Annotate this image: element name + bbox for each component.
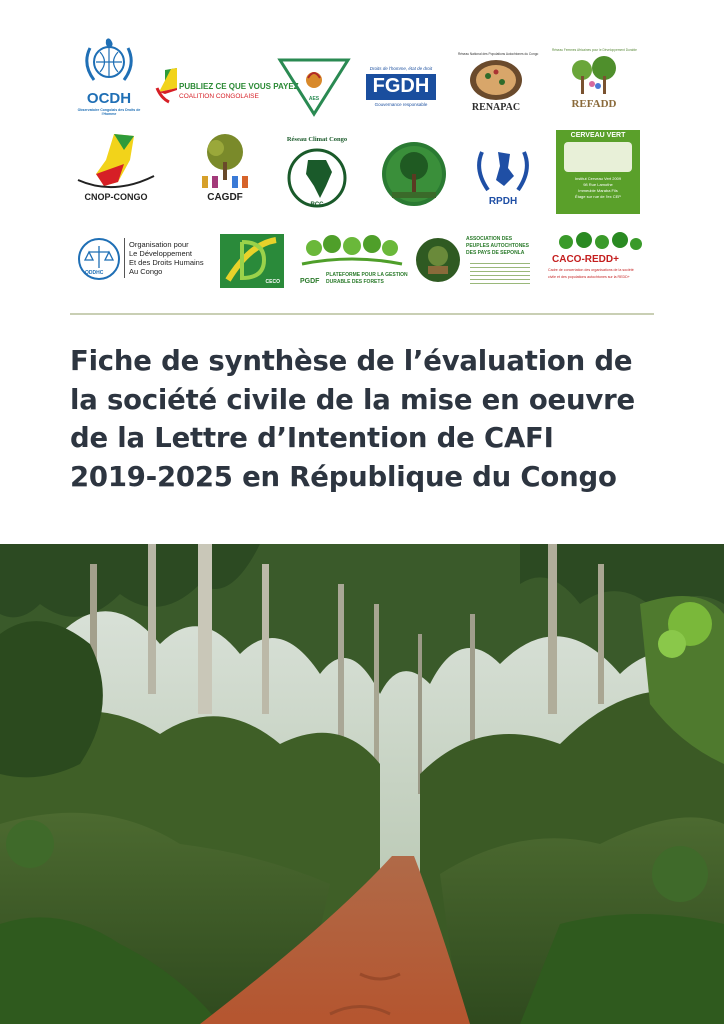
pcqvp-line2: COALITION CONGOLAISE xyxy=(179,93,259,100)
refadd-trees-icon xyxy=(552,54,636,98)
pgdf-logo xyxy=(298,234,406,288)
rpdh-logo xyxy=(470,146,536,212)
aes-logo xyxy=(278,58,350,116)
caco-redd-logo xyxy=(546,232,650,288)
pgdf-line2: DURABLE DES FORETS xyxy=(326,279,384,285)
apasn-logo xyxy=(414,232,534,288)
document-title xyxy=(70,342,670,496)
oddhc-line4: Au Congo xyxy=(129,267,163,276)
aes-triangle-icon xyxy=(278,58,350,116)
apasn-line2: PEUPLES AUTOCHTONES xyxy=(466,243,529,249)
apasn-line3: DES PAYS DE SEPONLA xyxy=(466,250,525,256)
oddhc-short: ODDHC xyxy=(85,270,104,276)
ocdh-logo xyxy=(76,38,142,120)
cerveau-info3: Immeuble Maraba Fils xyxy=(578,188,618,193)
fgdh-bottom: Gouvernance responsable xyxy=(374,102,428,107)
rpdh-name: RPDH xyxy=(488,196,518,207)
renapac-emblem-icon xyxy=(458,58,534,102)
oddhc-line2: Le Développement xyxy=(129,249,192,258)
renapac-name: RENAPAC xyxy=(471,102,521,113)
congo-map-icon xyxy=(74,130,158,192)
refadd-logo xyxy=(552,48,636,114)
apasn-fineprint xyxy=(470,260,530,284)
ocdh-name: OCDH xyxy=(86,90,132,107)
congo-flag-icon xyxy=(155,68,179,104)
apasn-forest-icon xyxy=(414,236,462,284)
ceco-name: CECO xyxy=(265,279,280,285)
oddhc-logo xyxy=(76,236,206,282)
un-emblem-icon xyxy=(76,38,142,88)
pgdf-line1: PLATEFORME POUR LA GESTION xyxy=(326,272,408,278)
pcqvp-logo xyxy=(155,68,299,108)
forest-tree-icon xyxy=(378,140,450,208)
refadd-name: REFADD xyxy=(571,98,617,110)
cerveau-info4: Étage sur rue de l'ex CEP xyxy=(575,194,621,199)
rpdh-map-laurel-icon xyxy=(470,146,536,196)
apasn-line1: ASSOCIATION DES xyxy=(466,236,513,242)
rcc-name: RCC xyxy=(310,202,324,208)
caco-line2: civile et des populations autochtones sur la REDD+ xyxy=(548,275,630,279)
oddhc-divider xyxy=(124,238,125,278)
cerveau-vert-logo xyxy=(556,130,640,214)
forest-circle-logo xyxy=(378,140,450,208)
caco-line1: Cadre de concertation des organisations de la société xyxy=(548,268,634,272)
title-line: de la Lettre d’Intention de CAFI xyxy=(70,422,554,454)
caco-trees-icon xyxy=(546,232,650,256)
cerveau-info2: 98 Rue Lamothe xyxy=(583,182,613,187)
rcc-arc: Réseau Climat Congo xyxy=(286,136,348,143)
oddhc-line3: Et des Droits Humains xyxy=(129,258,204,267)
ocdh-subtitle: Observatoire Congolais des Droits de l'Homme xyxy=(77,108,141,116)
title-line: la société civile de la mise en oeuvre xyxy=(70,383,635,416)
fgdh-logo xyxy=(364,66,438,110)
cerveau-name: CERVEAU VERT xyxy=(570,132,626,139)
divider-rule xyxy=(70,313,654,315)
renapac-logo xyxy=(458,52,539,116)
ceco-logo xyxy=(220,234,284,288)
cagdf-name: CAGDF xyxy=(207,192,243,203)
aes-name: AES xyxy=(308,96,320,102)
caco-name: CACO-REDD+ xyxy=(552,254,619,265)
pgdf-trees-icon xyxy=(298,234,406,270)
refadd-arc: Réseau Femmes Africaines pour le Développement Durable xyxy=(552,48,637,52)
fgdh-name: FGDH xyxy=(372,75,430,97)
cagdf-logo xyxy=(192,132,258,206)
pcqvp-line1: PUBLIEZ CE QUE VOUS PAYEZ xyxy=(179,82,299,91)
renapac-arc: Réseau National des Populations Autochtones du Congo xyxy=(458,52,539,56)
fgdh-top: Droits de l'homme, état de droit xyxy=(369,66,433,71)
cagdf-tree-icon xyxy=(192,132,258,192)
title-line: 2019-2025 en République du Congo xyxy=(70,460,617,493)
cerveau-inner xyxy=(564,142,632,172)
forest-road-photo xyxy=(0,544,724,1024)
cerveau-info1: Institut Cerveau Vert 2009 xyxy=(574,176,622,181)
cnop-name: CNOP-CONGO xyxy=(84,192,148,202)
pgdf-short: PGDF xyxy=(300,278,320,285)
title-line: Fiche de synthèse de l’évaluation de xyxy=(70,345,633,377)
rcc-logo xyxy=(282,136,352,216)
cnop-logo xyxy=(74,130,158,216)
oddhc-line1: Organisation pour xyxy=(129,240,189,249)
